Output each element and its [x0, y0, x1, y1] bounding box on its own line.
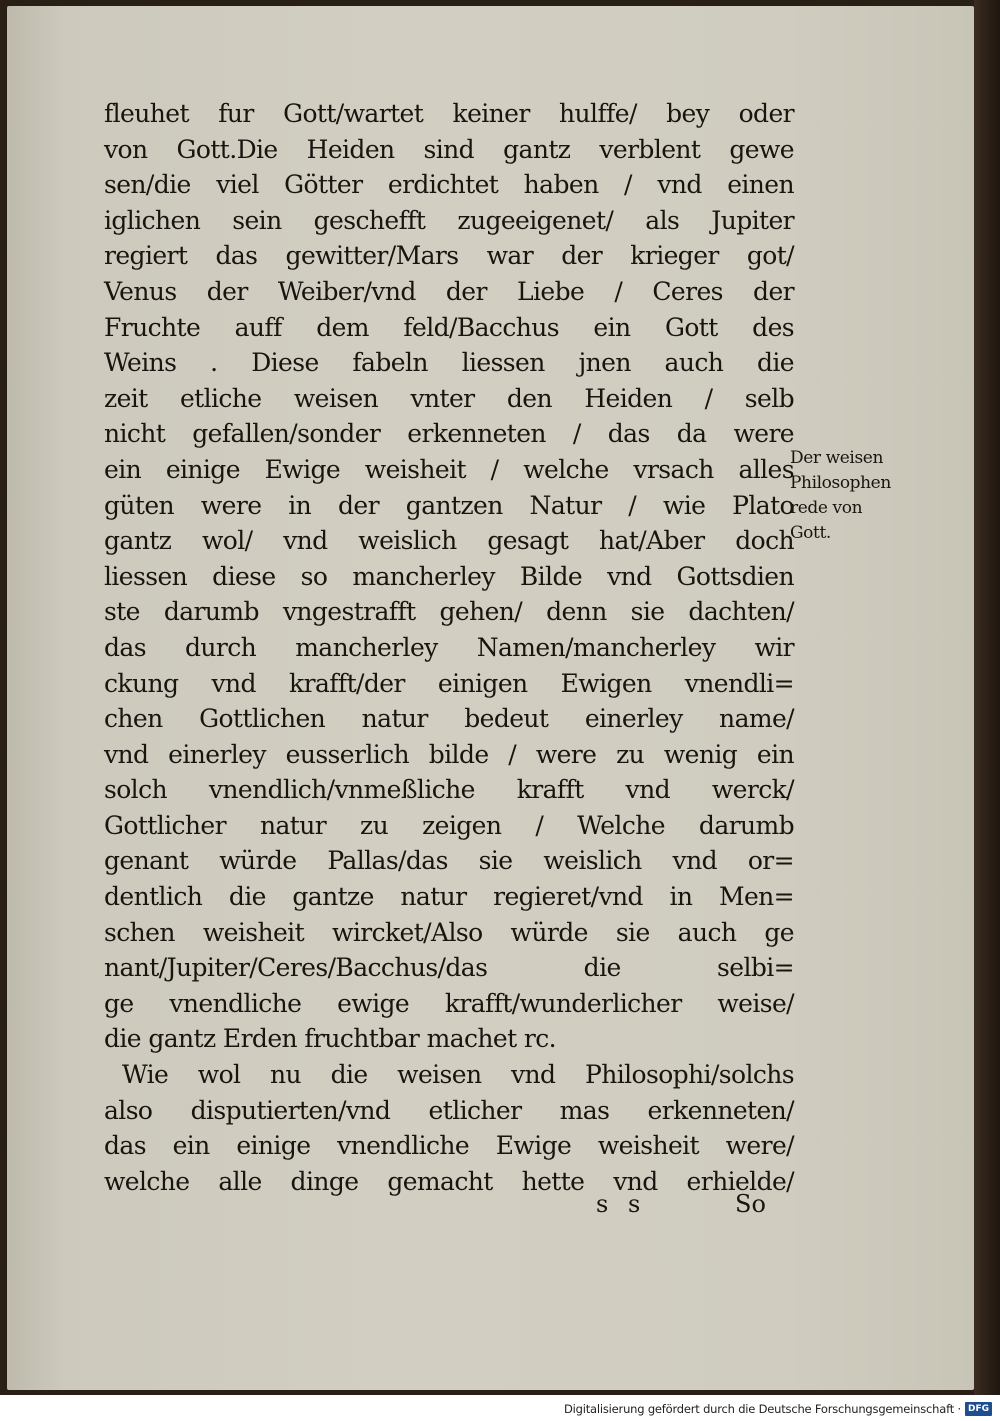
text-line: nicht gefallen/sonder erkenneten / das da were — [104, 419, 794, 449]
text-line: sen/die viel Götter erdichtet haben / vnd einen — [104, 170, 794, 200]
footer-credit-text: Digitalisierung gefördert durch die Deutsche Forschungsgemeinschaft · — [564, 1402, 961, 1416]
dfg-logo-icon[interactable]: DFG — [965, 1402, 992, 1416]
text-line: solch vnendlich/vnmeßliche krafft vnd werck/ — [104, 775, 794, 805]
text-line: güten were in der gantzen Natur / wie Plato — [104, 490, 794, 520]
marginal-note-line: Philosophen — [790, 473, 891, 493]
text-line: von Gott.Die Heiden sind gantz verblent gewe — [104, 134, 794, 164]
marginal-note — [790, 446, 930, 546]
text-line: gantz wol/ vnd weislich gesagt hat/Aber doch — [104, 526, 794, 556]
text-line: regiert das gewitter/Mars war der krieger got/ — [104, 241, 794, 271]
text-line: zeit etliche weisen vnter den Heiden / selb — [104, 383, 794, 413]
text-line: Venus der Weiber/vnd der Liebe / Ceres der — [104, 276, 794, 306]
text-line: nant/Jupiter/Ceres/Bacchus/das die selbi= — [104, 953, 794, 983]
text-line: Fruchte auff dem feld/Bacchus ein Gott des — [104, 312, 794, 342]
marginal-note-line: Gott. — [790, 523, 831, 543]
text-line: ein einige Ewige weisheit / welche vrsach alles — [104, 454, 794, 484]
marginal-note-line: rede von — [790, 498, 863, 518]
signature-mark: s s — [596, 1190, 647, 1218]
text-line: ckung vnd krafft/der einigen Ewigen vnendli= — [104, 668, 794, 698]
adjacent-page-edge — [974, 0, 1000, 1395]
text-line: die gantz Erden fruchtbar machet rc. — [104, 1024, 557, 1054]
digitization-footer — [564, 1401, 992, 1417]
text-line: Gottlicher natur zu zeigen / Welche darumb — [104, 810, 794, 840]
text-line: welche alle dinge gemacht hette vnd erhielde/ — [104, 1166, 794, 1196]
text-line: liessen diese so mancherley Bilde vnd Gottsdien — [104, 561, 794, 591]
text-line: chen Gottlichen natur bedeut einerley name/ — [104, 704, 794, 734]
text-line: Wie wol nu die weisen vnd Philosophi/solchs — [122, 1060, 794, 1090]
text-line: das durch mancherley Namen/mancherley wir — [104, 632, 794, 662]
text-line: ge vnendliche ewige krafft/wunderlicher weise/ — [104, 988, 794, 1018]
text-line: fleuhet fur Gott/wartet keiner hulffe/ bey oder — [104, 99, 794, 128]
marginal-note-line: Der weisen — [790, 448, 884, 468]
text-line: Weins . Diese fabeln liessen jnen auch die — [104, 348, 794, 378]
text-line: ste darumb vngestrafft gehen/ denn sie dachten/ — [104, 597, 794, 627]
text-line: schen weisheit wircket/Also würde sie auch ge — [104, 917, 794, 947]
text-line: vnd einerley eusserlich bilde / were zu wenig ein — [104, 739, 794, 769]
text-line: dentlich die gantze natur regieret/vnd in Men= — [104, 882, 794, 912]
text-line: also disputierten/vnd etlicher mas erkenneten/ — [104, 1095, 794, 1125]
text-line: iglichen sein geschefft zugeeigenet/ als Jupiter — [104, 205, 794, 235]
text-line: genant würde Pallas/das sie weislich vnd or= — [104, 846, 794, 876]
catchword: So — [735, 1190, 766, 1218]
text-line: das ein einige vnendliche Ewige weisheit were/ — [104, 1131, 794, 1161]
main-text-block — [104, 96, 794, 1199]
